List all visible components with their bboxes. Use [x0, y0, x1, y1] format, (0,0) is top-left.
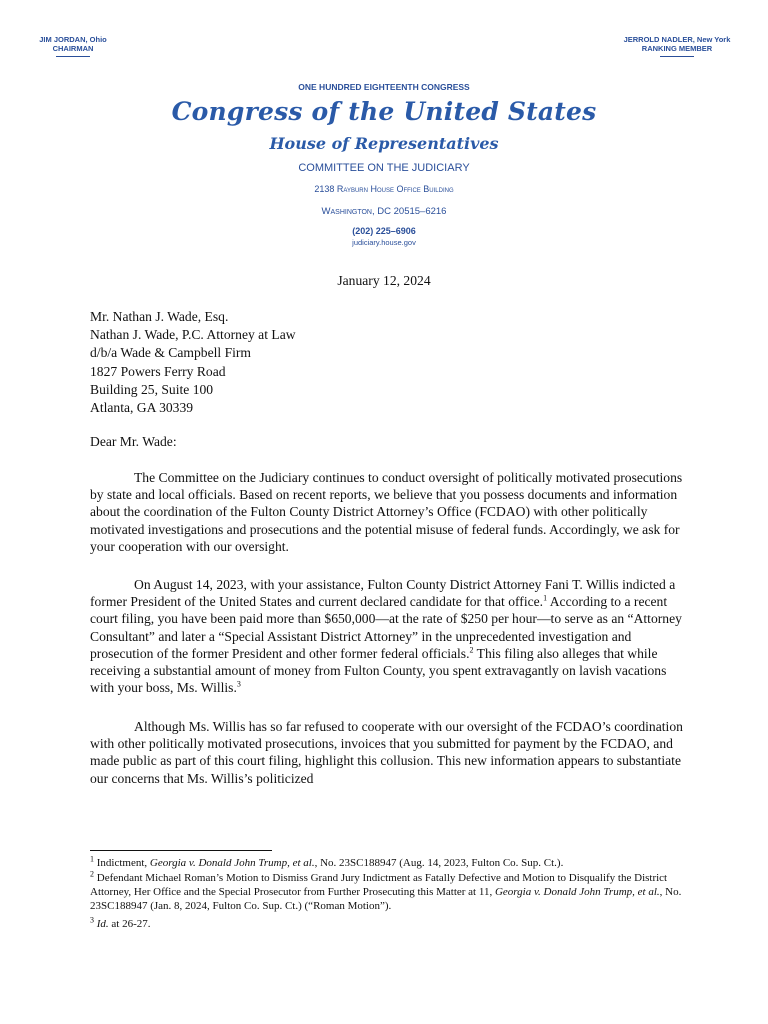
address-line: Nathan J. Wade, P.C. Attorney at Law — [90, 327, 296, 343]
congress-number: ONE HUNDRED EIGHTEENTH CONGRESS — [298, 82, 470, 92]
footnote-ref-3[interactable]: 3 — [236, 679, 241, 689]
paragraph-3 — [90, 718, 690, 787]
footnote-3 — [90, 917, 700, 931]
footnote-1-mark: 1 — [90, 854, 94, 864]
house-name: House of Representatives — [269, 134, 499, 153]
address-line: Atlanta, GA 30339 — [90, 400, 194, 416]
address-line: d/b/a Wade & Campbell Firm — [90, 345, 252, 361]
footnote-3-post: at 26-27. — [108, 918, 151, 930]
chairman-rule — [56, 56, 90, 57]
footnote-2-case: Georgia v. Donald John Trump, et al. — [494, 886, 660, 898]
footnote-2-post: , No. 23SC188947 (Jan. 8, 2024, Fulton Co. Sup. Ct.) (“Roman Motion”). — [90, 886, 682, 912]
letterhead-title: Congress of the United States — [171, 97, 597, 126]
chairman-title: CHAIRMAN — [52, 44, 94, 53]
paragraph-2-text-a: On August 14, 2023, with your assistance, Fulton County District Attorney Fani T. Willis indicted a former President of the United States and current declared candidate for that office. — [90, 577, 676, 610]
footnote-ref-1[interactable]: 1 — [543, 593, 548, 603]
footnote-3-mark: 3 — [90, 915, 94, 925]
salutation: Dear Mr. Wade: — [90, 434, 177, 449]
office-city: Washington, DC 20515–6216 — [321, 206, 447, 217]
chairman-name: JIM JORDAN, Ohio — [39, 35, 107, 44]
paragraph-1 — [90, 469, 690, 555]
paragraph-2 — [90, 576, 690, 696]
paragraph-2-text-b: According to a recent court filing, you have been paid more than $650,000—at the rate of $250 per hour—to serve as an “Attorney Consultant” and later a “Special Assistant District Attorney” in the unprecedented investigation and prosecution of the former President and other former federal officials. — [90, 594, 682, 661]
footnote-1-pre: Indictment, — [96, 857, 150, 869]
website: judiciary.house.gov — [352, 238, 416, 247]
recipient-address — [90, 308, 590, 417]
committee-name: COMMITTEE ON THE JUDICIARY — [298, 162, 470, 174]
footnote-1-case: Georgia v. Donald John Trump, et al. — [149, 857, 315, 869]
footnote-1 — [90, 856, 700, 870]
address-line: Mr. Nathan J. Wade, Esq. — [90, 309, 229, 324]
address-line: 1827 Powers Ferry Road — [90, 363, 226, 379]
ranking-member-rule — [660, 56, 694, 57]
footnote-2-pre: Defendant Michael Roman’s Motion to Dismiss Grand Jury Indictment as Fatally Defective and Motion to Disqualify the District Attorney, Her Office and the Special Prosecutor from Further Prosecuting this Matter at 11, — [90, 872, 668, 898]
ranking-member-name: JERROLD NADLER, New York — [623, 35, 731, 44]
letter-date: January 12, 2024 — [337, 273, 431, 288]
address-line: Building 25, Suite 100 — [90, 381, 214, 397]
ranking-member-block — [612, 35, 742, 57]
chairman-block — [18, 35, 128, 57]
footnote-3-id: Id. — [96, 918, 109, 930]
ranking-member-title: RANKING MEMBER — [641, 44, 713, 53]
footnote-2-mark: 2 — [90, 869, 94, 879]
footnote-1-post: , No. 23SC188947 (Aug. 14, 2023, Fulton Co. Sup. Ct.). — [314, 857, 564, 869]
footnote-2 — [90, 871, 700, 913]
office-phone: (202) 225–6906 — [352, 226, 416, 236]
paragraph-3-text: Although Ms. Willis has so far refused to cooperate with our oversight of the FCDAO’s coordination with other politically motivated prosecutions, invoices that you submitted for payment by the FCDAO, and made public as part of this court filing, highlight this collusion. This new information appears to substantiate our concerns that Ms. Willis’s politicized — [90, 719, 683, 786]
footnote-ref-2[interactable]: 2 — [469, 645, 474, 655]
paragraph-1-text: The Committee on the Judiciary continues to conduct oversight of politically motivated prosecutions by state and local officials. Based on recent reports, we believe that you possess documents and information about the coordination of the Fulton County District Attorney’s Office (FCDAO) with other politically motivated investigations and prosecutions and the potential misuse of federal funds. Accordingly, we ask for your cooperation with our oversight. — [90, 470, 683, 554]
office-building: 2138 Rayburn House Office Building — [314, 184, 454, 194]
footnote-separator — [90, 850, 272, 851]
paragraph-2-text-c: This filing also alleges that while receiving a substantial amount of money from Fulton County, you spent extravagantly on lavish vacations with your boss, Ms. Willis. — [90, 645, 667, 696]
